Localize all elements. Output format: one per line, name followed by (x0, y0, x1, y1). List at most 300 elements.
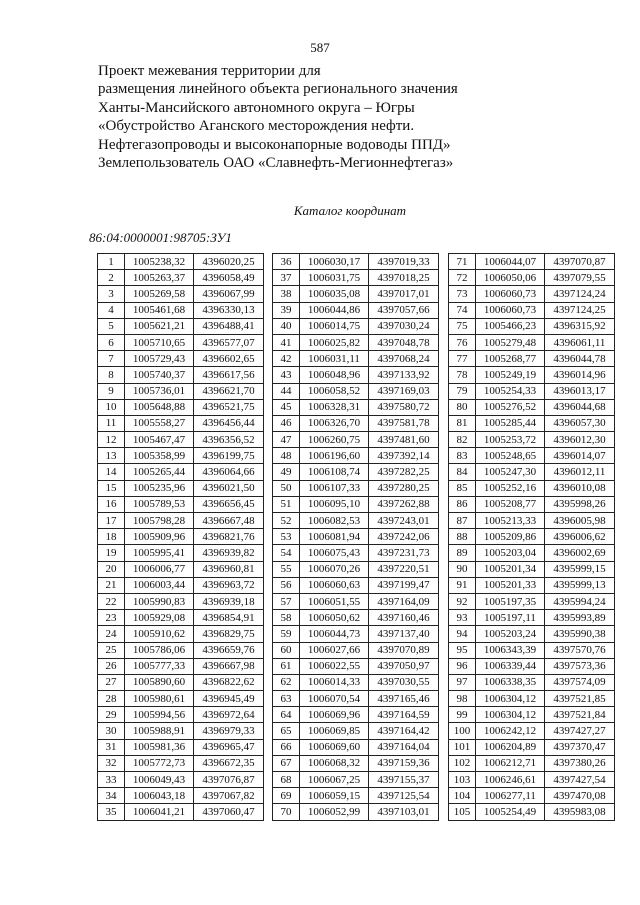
document-title (98, 62, 578, 172)
x-coordinate: 1006338,35 (476, 674, 545, 690)
y-coordinate: 4397370,47 (545, 739, 615, 755)
point-number: 89 (449, 545, 476, 561)
x-coordinate: 1006035,08 (300, 286, 369, 302)
y-coordinate: 4396356,52 (194, 432, 264, 448)
point-number: 94 (449, 626, 476, 642)
x-coordinate: 1006204,89 (476, 739, 545, 755)
catalog-title: Каталог координат (293, 203, 407, 218)
table-row (449, 577, 615, 593)
table-row (98, 367, 264, 383)
y-coordinate: 4396621,70 (194, 383, 264, 399)
table-row (98, 788, 264, 804)
point-number: 57 (273, 593, 300, 609)
table-row (98, 707, 264, 723)
point-number: 33 (98, 772, 125, 788)
x-coordinate: 1006067,25 (300, 772, 369, 788)
x-coordinate: 1006044,73 (300, 626, 369, 642)
table-row (449, 642, 615, 658)
y-coordinate: 4397165,46 (369, 691, 439, 707)
table-row (449, 658, 615, 674)
point-number: 68 (273, 772, 300, 788)
table-row (449, 286, 615, 302)
y-coordinate: 4397125,54 (369, 788, 439, 804)
table-row (449, 302, 615, 318)
y-coordinate: 4396002,69 (545, 545, 615, 561)
table-row (98, 513, 264, 529)
x-coordinate: 1005238,32 (125, 254, 194, 270)
coordinates-table-3 (448, 253, 615, 821)
point-number: 42 (273, 351, 300, 367)
y-coordinate: 4396521,75 (194, 399, 264, 415)
table-row (98, 658, 264, 674)
table-row (449, 318, 615, 334)
point-number: 55 (273, 561, 300, 577)
point-number: 11 (98, 415, 125, 431)
x-coordinate: 1006044,07 (476, 254, 545, 270)
y-coordinate: 4395998,26 (545, 496, 615, 512)
y-coordinate: 4396577,07 (194, 334, 264, 350)
y-coordinate: 4397574,09 (545, 674, 615, 690)
point-number: 30 (98, 723, 125, 739)
point-number: 54 (273, 545, 300, 561)
table-row (98, 254, 264, 270)
x-coordinate: 1006030,17 (300, 254, 369, 270)
table-row (449, 351, 615, 367)
x-coordinate: 1005208,77 (476, 496, 545, 512)
x-coordinate: 1005909,96 (125, 529, 194, 545)
y-coordinate: 4397067,82 (194, 788, 264, 804)
y-coordinate: 4397070,87 (545, 254, 615, 270)
table-row (273, 448, 439, 464)
table-row (273, 804, 439, 820)
y-coordinate: 4397231,73 (369, 545, 439, 561)
table-row (449, 674, 615, 690)
y-coordinate: 4396667,98 (194, 658, 264, 674)
point-number: 44 (273, 383, 300, 399)
x-coordinate: 1005798,28 (125, 513, 194, 529)
table-row (273, 691, 439, 707)
x-coordinate: 1006343,39 (476, 642, 545, 658)
table-row (98, 415, 264, 431)
y-coordinate: 4397076,87 (194, 772, 264, 788)
point-number: 61 (273, 658, 300, 674)
point-number: 70 (273, 804, 300, 820)
x-coordinate: 1005268,77 (476, 351, 545, 367)
table-row (273, 334, 439, 350)
table-row (273, 254, 439, 270)
table-row (98, 399, 264, 415)
point-number: 56 (273, 577, 300, 593)
table-row (98, 432, 264, 448)
point-number: 47 (273, 432, 300, 448)
y-coordinate: 4396659,76 (194, 642, 264, 658)
table-row (449, 561, 615, 577)
x-coordinate: 1005203,24 (476, 626, 545, 642)
point-number: 82 (449, 432, 476, 448)
x-coordinate: 1005203,04 (476, 545, 545, 561)
table-row (273, 674, 439, 690)
y-coordinate: 4396315,92 (545, 318, 615, 334)
x-coordinate: 1006108,74 (300, 464, 369, 480)
point-number: 58 (273, 610, 300, 626)
x-coordinate: 1006027,66 (300, 642, 369, 658)
y-coordinate: 4396061,11 (545, 334, 615, 350)
x-coordinate: 1006014,75 (300, 318, 369, 334)
point-number: 2 (98, 270, 125, 286)
table-row (98, 286, 264, 302)
table-row (273, 723, 439, 739)
y-coordinate: 4396021,50 (194, 480, 264, 496)
x-coordinate: 1005789,53 (125, 496, 194, 512)
y-coordinate: 4397133,92 (369, 367, 439, 383)
point-number: 14 (98, 464, 125, 480)
y-coordinate: 4397124,24 (545, 286, 615, 302)
table-row (273, 658, 439, 674)
point-number: 83 (449, 448, 476, 464)
table-row (98, 383, 264, 399)
point-number: 104 (449, 788, 476, 804)
y-coordinate: 4397164,59 (369, 707, 439, 723)
x-coordinate: 1006070,54 (300, 691, 369, 707)
x-coordinate: 1005786,06 (125, 642, 194, 658)
point-number: 49 (273, 464, 300, 480)
table-row (273, 626, 439, 642)
table-row (449, 254, 615, 270)
x-coordinate: 1005249,19 (476, 367, 545, 383)
point-number: 101 (449, 739, 476, 755)
x-coordinate: 1005710,65 (125, 334, 194, 350)
point-number: 103 (449, 772, 476, 788)
table-row (98, 464, 264, 480)
y-coordinate: 4396821,76 (194, 529, 264, 545)
table-row (98, 755, 264, 771)
point-number: 20 (98, 561, 125, 577)
table-row (273, 351, 439, 367)
y-coordinate: 4396014,96 (545, 367, 615, 383)
table-row (98, 448, 264, 464)
point-number: 93 (449, 610, 476, 626)
y-coordinate: 4396854,91 (194, 610, 264, 626)
y-coordinate: 4396013,17 (545, 383, 615, 399)
x-coordinate: 1005910,62 (125, 626, 194, 642)
x-coordinate: 1006242,12 (476, 723, 545, 739)
y-coordinate: 4396602,65 (194, 351, 264, 367)
table-row (273, 577, 439, 593)
table-row (98, 351, 264, 367)
point-number: 23 (98, 610, 125, 626)
point-number: 88 (449, 529, 476, 545)
y-coordinate: 4397380,26 (545, 755, 615, 771)
y-coordinate: 4396822,62 (194, 674, 264, 690)
table-row (273, 788, 439, 804)
point-number: 6 (98, 334, 125, 350)
y-coordinate: 4397164,09 (369, 593, 439, 609)
point-number: 66 (273, 739, 300, 755)
y-coordinate: 4397427,27 (545, 723, 615, 739)
y-coordinate: 4397521,84 (545, 707, 615, 723)
x-coordinate: 1006304,12 (476, 691, 545, 707)
x-coordinate: 1005358,99 (125, 448, 194, 464)
x-coordinate: 1005269,58 (125, 286, 194, 302)
point-number: 36 (273, 254, 300, 270)
table-row (98, 545, 264, 561)
x-coordinate: 1005988,91 (125, 723, 194, 739)
table-row (449, 496, 615, 512)
table-row (273, 399, 439, 415)
x-coordinate: 1006069,85 (300, 723, 369, 739)
point-number: 60 (273, 642, 300, 658)
point-number: 65 (273, 723, 300, 739)
table-row (449, 480, 615, 496)
point-number: 4 (98, 302, 125, 318)
y-coordinate: 4396058,49 (194, 270, 264, 286)
y-coordinate: 4397018,25 (369, 270, 439, 286)
y-coordinate: 4396965,47 (194, 739, 264, 755)
point-number: 1 (98, 254, 125, 270)
table-row (273, 302, 439, 318)
table-row (273, 707, 439, 723)
table-row (98, 739, 264, 755)
x-coordinate: 1005209,86 (476, 529, 545, 545)
point-number: 13 (98, 448, 125, 464)
table-row (273, 513, 439, 529)
x-coordinate: 1005736,01 (125, 383, 194, 399)
point-number: 76 (449, 334, 476, 350)
table-row (449, 610, 615, 626)
y-coordinate: 4396656,45 (194, 496, 264, 512)
x-coordinate: 1005197,35 (476, 593, 545, 609)
point-number: 77 (449, 351, 476, 367)
x-coordinate: 1006075,43 (300, 545, 369, 561)
y-coordinate: 4397030,24 (369, 318, 439, 334)
table-row (449, 788, 615, 804)
table-row (273, 772, 439, 788)
y-coordinate: 4397060,47 (194, 804, 264, 820)
table-row (449, 513, 615, 529)
point-number: 52 (273, 513, 300, 529)
x-coordinate: 1005235,96 (125, 480, 194, 496)
y-coordinate: 4397282,25 (369, 464, 439, 480)
table-row (449, 804, 615, 820)
y-coordinate: 4396939,18 (194, 593, 264, 609)
x-coordinate: 1006069,60 (300, 739, 369, 755)
y-coordinate: 4397169,03 (369, 383, 439, 399)
x-coordinate: 1006051,55 (300, 593, 369, 609)
y-coordinate: 4395999,15 (545, 561, 615, 577)
table-row (273, 464, 439, 480)
x-coordinate: 1005990,83 (125, 593, 194, 609)
x-coordinate: 1005285,44 (476, 415, 545, 431)
x-coordinate: 1006003,44 (125, 577, 194, 593)
x-coordinate: 1005254,33 (476, 383, 545, 399)
point-number: 87 (449, 513, 476, 529)
table-row (449, 383, 615, 399)
point-number: 71 (449, 254, 476, 270)
y-coordinate: 4396672,35 (194, 755, 264, 771)
table-row (98, 270, 264, 286)
point-number: 59 (273, 626, 300, 642)
x-coordinate: 1006049,43 (125, 772, 194, 788)
point-number: 51 (273, 496, 300, 512)
point-number: 90 (449, 561, 476, 577)
y-coordinate: 4396067,99 (194, 286, 264, 302)
x-coordinate: 1006041,21 (125, 804, 194, 820)
point-number: 74 (449, 302, 476, 318)
point-number: 67 (273, 755, 300, 771)
point-number: 40 (273, 318, 300, 334)
point-number: 79 (449, 383, 476, 399)
table-row (273, 755, 439, 771)
x-coordinate: 1005276,52 (476, 399, 545, 415)
table-row (98, 723, 264, 739)
x-coordinate: 1005994,56 (125, 707, 194, 723)
point-number: 92 (449, 593, 476, 609)
table-row (98, 318, 264, 334)
point-number: 73 (449, 286, 476, 302)
point-number: 63 (273, 691, 300, 707)
y-coordinate: 4397199,47 (369, 577, 439, 593)
x-coordinate: 1006043,18 (125, 788, 194, 804)
x-coordinate: 1006212,71 (476, 755, 545, 771)
point-number: 98 (449, 691, 476, 707)
point-number: 62 (273, 674, 300, 690)
table-row (273, 642, 439, 658)
y-coordinate: 4397280,25 (369, 480, 439, 496)
y-coordinate: 4396963,72 (194, 577, 264, 593)
point-number: 96 (449, 658, 476, 674)
x-coordinate: 1006058,52 (300, 383, 369, 399)
point-number: 26 (98, 658, 125, 674)
x-coordinate: 1006068,32 (300, 755, 369, 771)
table-row (449, 593, 615, 609)
point-number: 69 (273, 788, 300, 804)
x-coordinate: 1006070,26 (300, 561, 369, 577)
x-coordinate: 1006277,11 (476, 788, 545, 804)
table-row (273, 270, 439, 286)
table-row (273, 432, 439, 448)
y-coordinate: 4397262,88 (369, 496, 439, 512)
x-coordinate: 1006025,82 (300, 334, 369, 350)
point-number: 91 (449, 577, 476, 593)
point-number: 105 (449, 804, 476, 820)
x-coordinate: 1006050,62 (300, 610, 369, 626)
table-row (98, 561, 264, 577)
x-coordinate: 1005729,43 (125, 351, 194, 367)
x-coordinate: 1005929,08 (125, 610, 194, 626)
y-coordinate: 4396488,41 (194, 318, 264, 334)
table-row (273, 367, 439, 383)
x-coordinate: 1006014,33 (300, 674, 369, 690)
title-line: размещения линейного объекта регионального значения (98, 81, 458, 98)
x-coordinate: 1005279,48 (476, 334, 545, 350)
x-coordinate: 1005263,37 (125, 270, 194, 286)
y-coordinate: 4397427,54 (545, 772, 615, 788)
y-coordinate: 4395999,13 (545, 577, 615, 593)
point-number: 32 (98, 755, 125, 771)
point-number: 5 (98, 318, 125, 334)
table-row (449, 367, 615, 383)
y-coordinate: 4397137,40 (369, 626, 439, 642)
point-number: 78 (449, 367, 476, 383)
x-coordinate: 1006069,96 (300, 707, 369, 723)
table-row (449, 448, 615, 464)
y-coordinate: 4397068,24 (369, 351, 439, 367)
y-coordinate: 4396020,25 (194, 254, 264, 270)
x-coordinate: 1006050,06 (476, 270, 545, 286)
point-number: 31 (98, 739, 125, 755)
table-row (449, 545, 615, 561)
y-coordinate: 4396960,81 (194, 561, 264, 577)
table-row (273, 415, 439, 431)
table-row (449, 772, 615, 788)
table-row (98, 772, 264, 788)
table-row (98, 610, 264, 626)
x-coordinate: 1006031,75 (300, 270, 369, 286)
y-coordinate: 4397160,46 (369, 610, 439, 626)
coordinates-table-2 (272, 253, 439, 821)
point-number: 64 (273, 707, 300, 723)
x-coordinate: 1006044,86 (300, 302, 369, 318)
x-coordinate: 1006095,10 (300, 496, 369, 512)
table-row (98, 674, 264, 690)
x-coordinate: 1005213,33 (476, 513, 545, 529)
table-row (98, 302, 264, 318)
y-coordinate: 4395983,08 (545, 804, 615, 820)
table-row (98, 529, 264, 545)
table-row (449, 723, 615, 739)
table-row (449, 334, 615, 350)
table-row (449, 739, 615, 755)
table-row (98, 804, 264, 820)
y-coordinate: 4396044,78 (545, 351, 615, 367)
point-number: 41 (273, 334, 300, 350)
coordinates-table-1 (97, 253, 264, 821)
title-line: Ханты-Мансийского автономного округа – Югры (98, 99, 415, 116)
table-row (273, 383, 439, 399)
point-number: 48 (273, 448, 300, 464)
y-coordinate: 4396456,44 (194, 415, 264, 431)
x-coordinate: 1005890,60 (125, 674, 194, 690)
y-coordinate: 4397392,14 (369, 448, 439, 464)
x-coordinate: 1005461,68 (125, 302, 194, 318)
point-number: 17 (98, 513, 125, 529)
table-row (98, 691, 264, 707)
table-row (98, 593, 264, 609)
y-coordinate: 4397048,78 (369, 334, 439, 350)
y-coordinate: 4397017,01 (369, 286, 439, 302)
table-row (449, 755, 615, 771)
point-number: 15 (98, 480, 125, 496)
point-number: 72 (449, 270, 476, 286)
title-line: «Обустройство Аганского месторождения нефти. (98, 118, 415, 135)
y-coordinate: 4397570,76 (545, 642, 615, 658)
point-number: 7 (98, 351, 125, 367)
point-number: 97 (449, 674, 476, 690)
x-coordinate: 1005981,36 (125, 739, 194, 755)
y-coordinate: 4397057,66 (369, 302, 439, 318)
x-coordinate: 1006082,53 (300, 513, 369, 529)
y-coordinate: 4396979,33 (194, 723, 264, 739)
table-row (273, 593, 439, 609)
point-number: 84 (449, 464, 476, 480)
table-row (449, 270, 615, 286)
x-coordinate: 1005995,41 (125, 545, 194, 561)
y-coordinate: 4397242,06 (369, 529, 439, 545)
title-line: Землепользователь ОАО «Славнефть-Мегионнефтегаз» (98, 155, 454, 172)
x-coordinate: 1005247,30 (476, 464, 545, 480)
y-coordinate: 4396012,30 (545, 432, 615, 448)
table-row (273, 496, 439, 512)
